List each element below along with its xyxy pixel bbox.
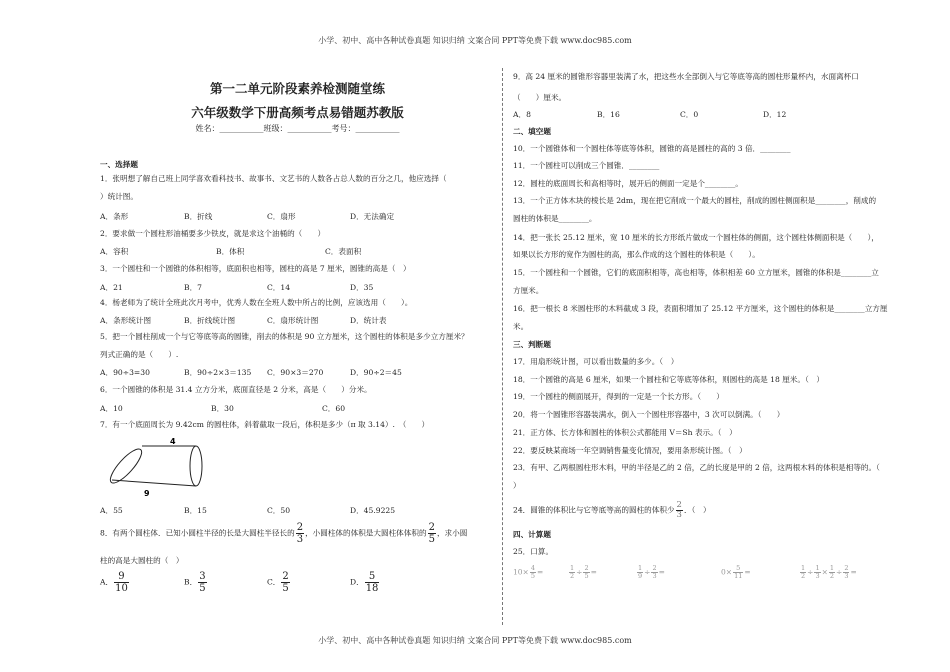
question-9-text: 9．高 24 厘米的圆锥形容器里装满了水，把这些水全部倒入与它等底等高的圆柱形量杯内，水面离杯口 — [513, 72, 859, 81]
question-1-text-cont: ）统计图。 — [100, 192, 138, 201]
q7-option-a: A．55 — [100, 506, 123, 515]
question-5-text-cont: 列式正确的是（ ）. — [100, 350, 179, 359]
q4-option-c: C．扇形统计图 — [267, 316, 319, 325]
question-11-text: 11．一个圆柱可以削成三个圆锥．________ — [513, 161, 660, 170]
q24-fraction: $\frac{2}{3}$ — [676, 500, 682, 520]
q7-option-d: D．45.9225 — [350, 506, 396, 515]
calc-item-5: $\frac{1}{2}$ ÷ $\frac{1}{3}$ × $\frac{1}{2}$ ÷ $\frac{2}{3}$ = — [801, 564, 857, 580]
question-15-text-cont: 方厘米。 — [513, 286, 544, 295]
question-23-text-cont: ） — [513, 481, 521, 490]
question-14-text-cont: 如果以长方形的宽作为圆柱的高，那么作成的这个圆柱的体积是（ ）。 — [513, 250, 760, 259]
slanted-cylinder-figure — [100, 436, 210, 498]
q1-option-a: A．条形 — [100, 212, 129, 221]
figure-top-label: 4 — [170, 437, 176, 446]
q6-option-b: B．30 — [211, 404, 234, 413]
calc-item-1: 10× $\frac{4}{5}$ = — [513, 564, 544, 580]
page-subtitle: 六年级数学下册高频考点易错题苏教版 — [191, 105, 404, 120]
question-10-text: 10．一个圆锥体和一个圆柱体等底等体积，圆锥的高是圆柱的高的 3 倍．________ — [513, 144, 791, 153]
question-18-text: 18．一个圆锥的高是 6 厘米，如果一个圆柱和它等底等体积，则圆柱的高是 18 厘米。（ ） — [513, 375, 824, 384]
question-14-text: 14．把一张长 25.12 厘米，宽 10 厘米的长方形纸片做成一个圆柱体的侧面，这个圆柱体侧面积是（ ）， — [513, 233, 879, 242]
q8-option-a: A． $\frac{9}{10}$ — [100, 571, 128, 594]
q1-option-c: C．扇形 — [267, 212, 296, 221]
calc-item-4: 0× $\frac{5}{11}$ = — [721, 564, 751, 580]
q8-part3: ，求小圆 — [436, 528, 468, 538]
q8-option-c: C． $\frac{2}{5}$ — [267, 571, 289, 594]
column-divider — [502, 68, 503, 625]
q9-option-c: C．0 — [680, 110, 699, 119]
q8-part1: 8．有两个圆柱体．已知小圆柱半径的长是大圆柱半径长的 — [100, 528, 295, 538]
question-25-text: 25．口算。 — [513, 547, 554, 556]
q5-option-d: D．90÷2＝45 — [350, 368, 402, 377]
q7-option-c: C．50 — [267, 506, 291, 515]
q8-option-b: B． $\frac{3}{5}$ — [184, 571, 206, 594]
q5-option-c: C．90×3＝270 — [267, 368, 324, 377]
question-13-text-cont: 圆柱的体积是________。 — [513, 214, 597, 223]
student-info-row: 姓名：___________班级：___________考号：___________ — [195, 124, 400, 133]
question-23-text: 23．有甲、乙两根圆柱形木料，甲的半径是乙的 2 倍，乙的长度是甲的 2 倍，这两根木料的体积是相等的。（ — [513, 463, 880, 472]
q3-option-d: D．35 — [350, 283, 374, 292]
question-7-text: 7．有一个底面周长为 9.42cm 的圆柱体，斜着截取一段后，体积是多少（π 取 3.14）. （ ） — [100, 420, 430, 429]
q8-fraction-2: $\frac{2}{5}$ — [428, 522, 435, 545]
section-calc-heading: 四、计算题 — [513, 530, 551, 539]
q6-option-a: A．10 — [100, 404, 123, 413]
q5-option-a: A．90÷3=30 — [100, 368, 150, 377]
calc-item-3: $\frac{1}{9}$ ÷ $\frac{2}{3}$ = — [638, 564, 665, 580]
question-3-text: 3．一个圆柱和一个圆锥的体积相等，底面积也相等，圆柱的高是 7 厘米，圆锥的高是（ ） — [100, 264, 411, 273]
question-21-text: 21．正方体、长方体和圆柱的体积公式都能用 V＝Sh 表示。（ ） — [513, 428, 737, 437]
q9-option-b: B．16 — [597, 110, 620, 119]
q4-option-b: B．折线统计图 — [184, 316, 236, 325]
q7-option-b: B．15 — [184, 506, 207, 515]
q24-part2: ．（ ） — [683, 505, 711, 515]
q1-option-d: D．无法确定 — [350, 212, 395, 221]
section-judge-heading: 三、判断题 — [513, 340, 551, 349]
question-13-text: 13．一个正方体木块的棱长是 2dm，现在把它削成一个最大的圆柱，削成的圆柱侧面积是________，削成的 — [513, 196, 877, 205]
question-5-text: 5．把一个圆柱削成一个与它等底等高的圆锥，削去的体积是 90 立方厘米，这个圆柱的体积是多少立方厘米？ — [100, 332, 469, 341]
question-17-text: 17．用扇形统计图，可以看出数量的多少。（ ） — [513, 357, 679, 366]
figure-bottom-label: 9 — [144, 489, 150, 498]
question-15-text: 15．一个圆柱和一个圆锥，它们的底面积相等，高也相等，体积相差 60 立方厘米，圆锥的体积是________立 — [513, 268, 879, 277]
q4-option-d: D．统计表 — [350, 316, 387, 325]
q8-option-d: D． $\frac{5}{18}$ — [350, 571, 379, 594]
calc-item-2: $\frac{1}{2}$ ÷ $\frac{2}{5}$ = — [570, 564, 597, 580]
q2-option-c: C．表面积 — [325, 247, 362, 256]
q24-part1: 24．圆锥的体积比与它等底等高的圆柱的体积少 — [513, 505, 675, 515]
question-2-text: 2．要求做一个圆柱形油桶要多少铁皮，就是求这个油桶的（ ） — [100, 229, 326, 238]
question-24-text — [513, 501, 711, 520]
q8-part2: ，小圆柱体的体积是大圆柱体体积的 — [305, 528, 427, 538]
question-12-text: 12．圆柱的底面周长和高相等时，展开后的侧面一定是个________。 — [513, 179, 743, 188]
q3-option-c: C．14 — [267, 283, 291, 292]
question-22-text: 22．要反映某商场一年空调销售量变化情况，要用条形统计图。（ ） — [513, 446, 747, 455]
q2-option-b: B．体积 — [216, 247, 245, 256]
footer-banner: 小学、初中、高中各种试卷真题 知识归纳 文案合同 PPT等免费下载 www.doc985.com — [318, 636, 632, 645]
question-16-text-cont: 米。 — [513, 322, 529, 331]
question-6-text: 6．一个圆锥的体积是 31.4 立方分米，底面直径是 2 分米，高是（ ）分米。 — [100, 385, 372, 394]
question-16-text: 16．把一根长 8 米圆柱形的木料截成 3 段，表面积增加了 25.12 平方厘米，这个圆柱的体积是________立方厘 — [513, 304, 888, 313]
section-fill-heading: 二、填空题 — [513, 127, 551, 136]
section-choice-heading: 一、选择题 — [100, 160, 138, 169]
question-8-text-cont: 柱的高是大圆柱的（ ） — [100, 556, 184, 565]
q6-option-c: C．60 — [322, 404, 346, 413]
page-title: 第一二单元阶段素养检测随堂练 — [209, 81, 385, 96]
question-20-text: 20．将一个圆锥形容器装满水，倒入一个圆柱形容器中，3 次可以倒满。（ ） — [513, 410, 785, 419]
q5-option-b: B．90÷2×3＝135 — [184, 368, 252, 377]
question-19-text: 19．一个圆柱的侧面展开，得到的一定是一个长方形。（ ） — [513, 392, 724, 401]
question-1-text: 1．张明想了解自己班上同学喜欢看科技书、故事书、文艺书的人数各占总人数的百分之几，他应选择（ — [100, 174, 447, 183]
q9-option-d: D．12 — [763, 110, 787, 119]
q3-option-a: A．21 — [100, 283, 123, 292]
q1-option-b: B．折线 — [184, 212, 213, 221]
header-banner: 小学、初中、高中各种试卷真题 知识归纳 文案合同 PPT等免费下载 www.doc985.com — [318, 36, 632, 45]
question-9-text-cont: （ ）厘米。 — [513, 93, 567, 102]
q9-option-a: A．8 — [513, 110, 531, 119]
q4-option-a: A．条形统计图 — [100, 316, 152, 325]
question-8-text — [100, 522, 467, 545]
q8-fraction-1: $\frac{2}{3}$ — [296, 522, 304, 545]
q2-option-a: A．容积 — [100, 247, 129, 256]
q3-option-b: B．7 — [184, 283, 203, 292]
question-4-text: 4．杨老师为了统计全班此次月考中，优秀人数在全班人数中所占的比例，应该选用（ ）。 — [100, 298, 413, 307]
